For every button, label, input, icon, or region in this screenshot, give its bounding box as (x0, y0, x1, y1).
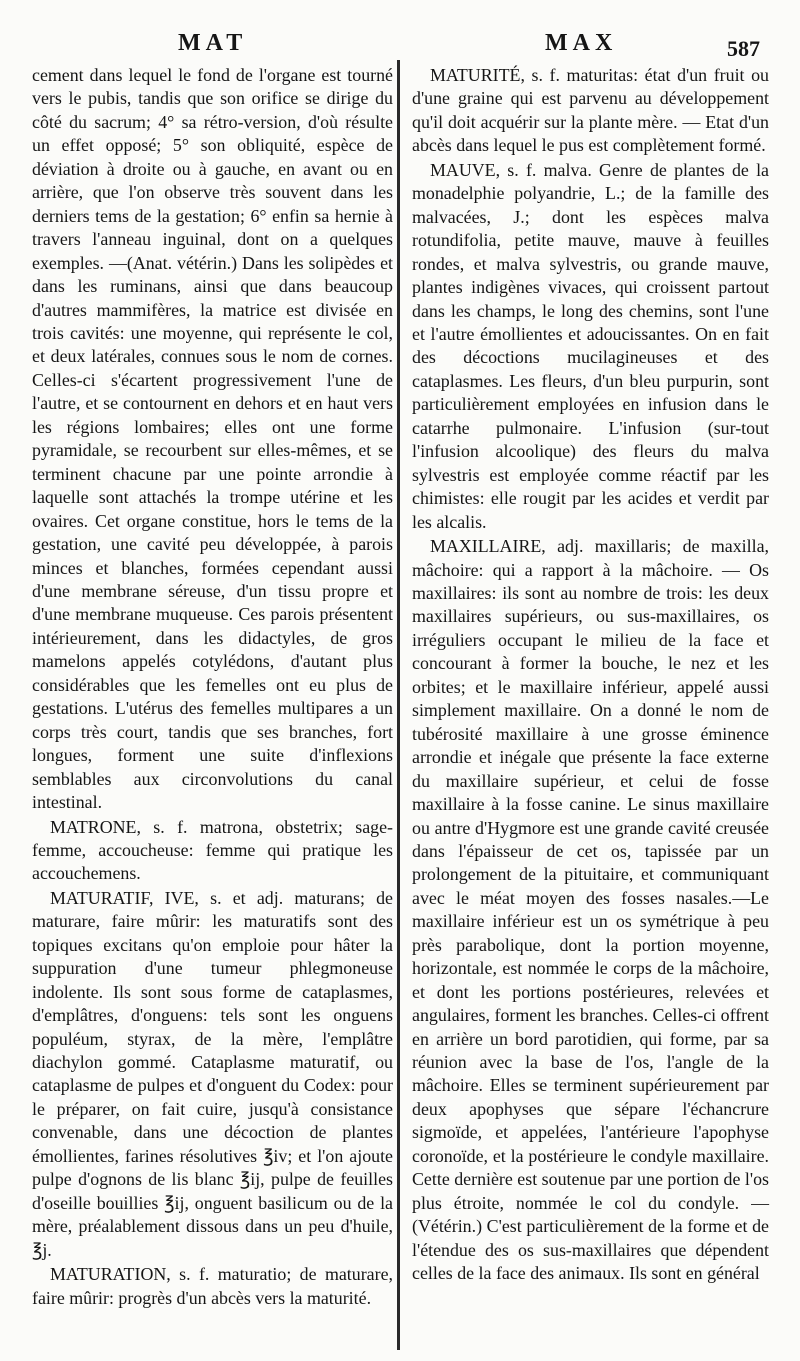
entry-maxillaire: MAXILLAIRE, adj. maxillaris; de maxilla, mâchoire: qui a rapport à la mâchoire. — Os maxillaires: ils sont au nombre de trois: les deux maxillaires supérieurs, ou sus-maxillaires, os irréguliers occupant le milieu de la face et concourant à former la bouche, le nez et les orbites; et le maxillaire inférieur, appelé aussi simplement maxillaire. On a donné le nom de tubérosité maxillaire à une grosse éminence arrondie et inégale que présente la face externe du maxillaire supérieur, et celui de fosse maxillaire à la fosse canine. Le sinus maxillaire ou antre d'Hygmore est une grande cavité creusée dans l'épaisseur de cet os, tapissée par un prolongement de la pituitaire, et communiquant avec le méat moyen des fosses nasales.—Le maxillaire inférieur est un os symétrique à peu près parabolique, dont la portion moyenne, horizontale, est nommée le corps de la mâchoire, et dont les portions postérieures, relevées et angulaires, forment les branches. Celles-ci offrent en arrière un bord parotidien, qui forme, par sa réunion avec la base de l'os, l'angle de la mâchoire. Elles se terminent supérieurement par deux apophyses que sépare l'échancrure sigmoïde, et appelées, l'antérieure l'apophyse coronoïde, et la postérieure le condyle maxillaire. Cette dernière est soutenue par une portion de l'os plus étroite, nommée le col du condyle. — (Vétérin.) C'est particulièrement de la forme et de l'étendue des os sus-maxillaires que dépendent celles de la face des animaux. Ils sont en général (412, 536, 769, 1284)
running-head-left: MAT (178, 30, 248, 56)
entry-maturite: MATURITÉ, s. f. maturitas: état d'un fruit ou d'une graine qui est parvenu au développement qu'il doit acquérir sur la plante mère. — Etat d'un abcès dans lequel le pus est complètement formé. (412, 65, 769, 156)
entry-continuation-matrice: cement dans lequel le fond de l'organe est tourné vers le pubis, tandis que son orifice se dirige du côté du sacrum; 4° sa rétro-version, d'où résulte un effet opposé; 5° son obliquité, espèce de déviation à droite ou à gauche, en avant ou en arrière, que l'on observe très souvent dans les derniers tems de la gestation; 6° enfin sa hernie à travers l'anneau inguinal, dont on a quelques exemples. —(Anat. vétérin.) Dans les solipèdes et dans les ruminans, ainsi que dans beaucoup d'autres mammifères, la matrice est divisée en trois cavités: une moyenne, qui représente le col, et deux latérales, connues sous le nom de cornes. Celles-ci s'écartent progressivement l'une de l'autre, et se contournent en dehors et en haut vers les régions lombaires; elles ont une forme pyramidale, se recourbent sur elles-mêmes, et se terminent chacune par une pointe arrondie à laquelle sont attachés la trompe utérine et les ovaires. Cet organe constitue, hors le tems de la gestation, une cavité peu développée, à parois minces et blanches, formées cependant aussi d'une membrane séreuse, d'un tissu propre et d'une membrane muqueuse. Ces parois présentent intérieurement, dans les didactyles, de gros mamelons appelés cotylédons, d'autant plus considérables que les femelles ont eu plus de gestations. L'utérus des femelles multipares a un corps très court, tandis que ses branches, fort longues, forment une suite d'inflexions semblables aux circonvolutions du canal intestinal. (32, 65, 393, 813)
running-head-right: MAX (545, 30, 618, 56)
page-number: 587 (727, 36, 760, 61)
entry-matrone: MATRONE, s. f. matrona, obstetrix; sage-femme, accoucheuse: femme qui pratique les accouchemens. (32, 816, 393, 884)
entry-maturation: MATURATION, s. f. maturatio; de maturare, faire mûrir: progrès d'un abcès vers la maturité. (32, 1264, 393, 1308)
column-divider (397, 60, 400, 1350)
entry-maturatif: MATURATIF, IVE, s. et adj. maturans; de maturare, faire mûrir: les maturatifs sont des topiques excitans qu'on emploie pour hâter la suppuration d'une tumeur phlegmoneuse indolente. Ils sont sous forme de cataplasmes, d'emplâtres, d'onguens: tels sont les onguens populéum, styrax, de la mère, l'emplâtre diachylon gommé. Cataplasme maturatif, ou cataplasme de pulpes et d'onguent du Codex: pour le préparer, on fait cuire, jusqu'à consistance convenable, dans une décoction de plantes émollientes, farines résolutives ℥iv; et l'on ajoute pulpe d'ognons de lis blanc ℥ij, pulpe de feuilles d'oseille bouillies ℥ij, onguent basilicum ou de la mère, préalablement dissous dans un peu d'huile, ℥j. (32, 887, 393, 1260)
entry-mauve: MAUVE, s. f. malva. Genre de plantes de la monadelphie polyandrie, L.; de la famille des malvacées, J.; dont les espèces malva rotundifolia, petite mauve, mauve à feuilles rondes, et malva sylvestris, ou grande mauve, plantes indigènes vivaces, qui croissent partout dans les champs, le long des chemins, sont l'une et l'autre émollientes et adoucissantes. On en fait des décoctions mucilagineuses et des cataplasmes. Les fleurs, d'un bleu purpurin, sont particulièrement employées en infusion dans le catarrhe pulmonaire. L'infusion (sur-tout l'infusion alcoolique) des fleurs du malva sylvestris est employée comme réactif par les chimistes: elle rougit par les acides et verdit par les alcalis. (412, 159, 769, 532)
left-column (32, 64, 393, 1310)
right-column (412, 64, 769, 1286)
